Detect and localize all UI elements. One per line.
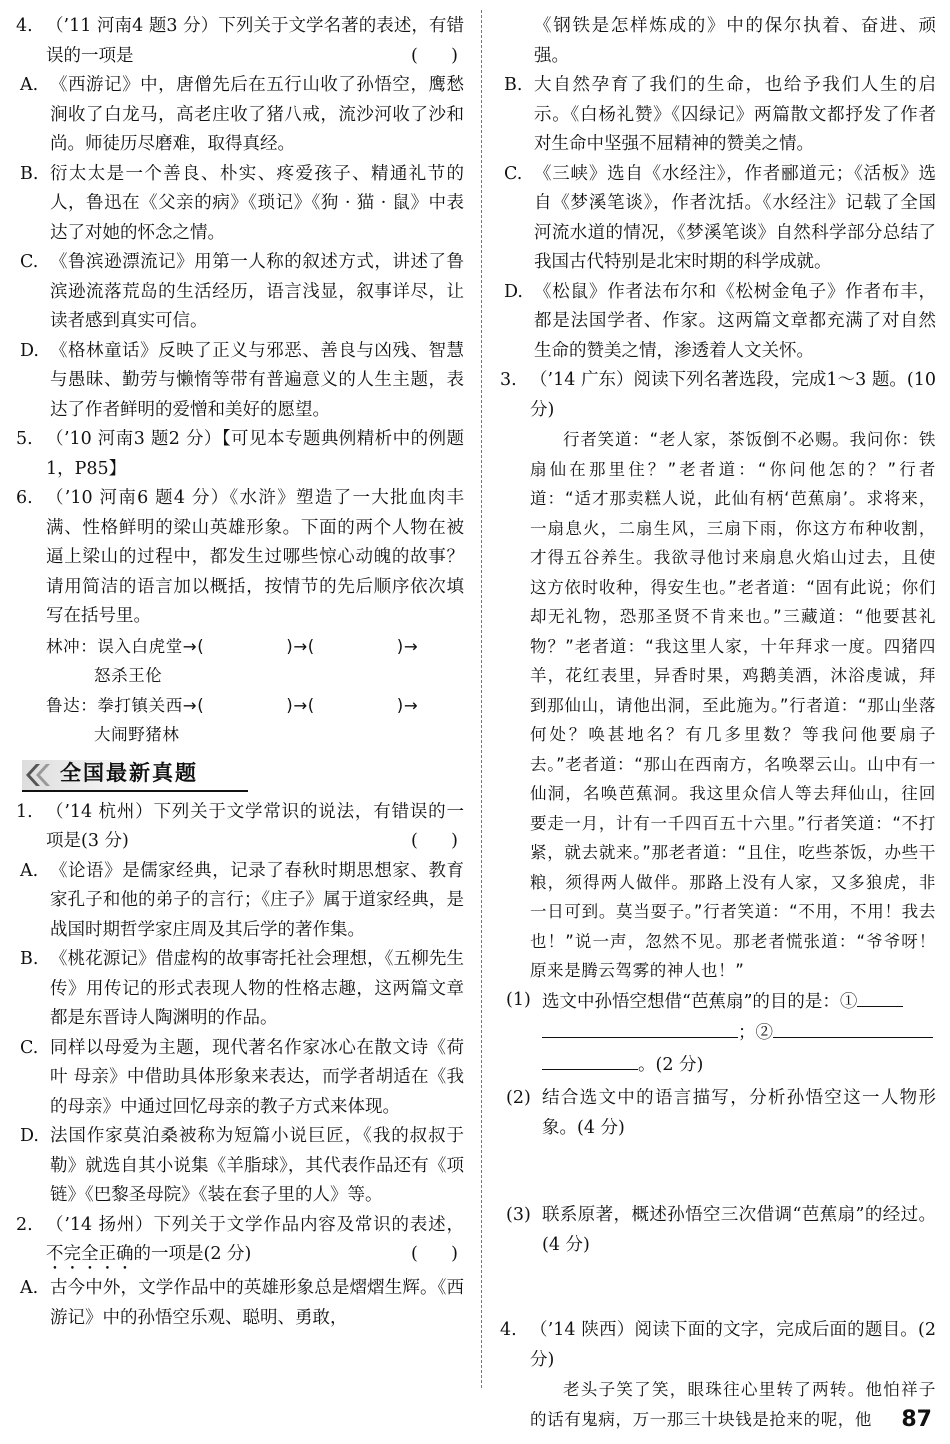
question-n2 (16, 1211, 464, 1275)
option-text: 《西游记》中，唐僧先后在五行山收了孙悟空，鹰愁涧收了白龙马，高老庄收了猪八戒，流沙河收了沙和尚。师徒历尽磨难，取得真经。 (50, 75, 464, 154)
answer-paren[interactable]: ( ) (410, 831, 458, 851)
option-c (504, 160, 936, 278)
option-label: A. (20, 860, 39, 881)
sub-label: (1) (506, 989, 531, 1010)
blank-2[interactable] (315, 632, 397, 662)
subquestion-3 (506, 1201, 936, 1260)
right-column (500, 12, 936, 1434)
left-column (16, 12, 464, 1333)
answer-blank[interactable] (857, 986, 903, 1007)
option-d (20, 337, 464, 426)
answer-space[interactable] (500, 1260, 936, 1316)
plot-arrow: )→( (286, 695, 315, 715)
question-text: （’10 河南6 题4 分）《水浒》塑造了一大批血肉丰满、性格鲜明的梁山英雄形象。下面的两个人物在被逼上梁山的过程中，都发生过哪些惊心动魄的故事？请用简洁的语言加以概括，按情节的先后顺序依次填写在括号里。 (46, 488, 464, 626)
subquestion-1 (506, 986, 936, 1018)
emphasized-text: 不完全正确 (46, 1244, 134, 1264)
option-text: 同样以母爱为主题，现代著名作家冰心在散文诗《荷叶 母亲》中借助具体形象来表达，而学者胡适在《我的母亲》中通过回忆母亲的教子方式来体现。 (50, 1037, 464, 1117)
question-number: 4. (16, 16, 33, 36)
question-n1 (16, 798, 464, 857)
question-n3 (500, 366, 936, 425)
question-5 (16, 425, 464, 484)
option-a (20, 857, 464, 946)
sub-label: (3) (506, 1205, 531, 1225)
option-label: A. (20, 1278, 39, 1298)
sub-text: 联系原著，概述孙悟空三次借调“芭蕉扇”的经过。(4 分) (542, 1205, 936, 1255)
answer-blank[interactable] (773, 1017, 933, 1038)
option-text: 《论语》是儒家经典，记录了春秋时期思想家、教育家孔子和他的弟子的言行；《庄子》属于道家经典，是战国时期哲学家庄周及其后学的著作集。 (50, 860, 464, 940)
question-stem: （’14 广东）阅读下列名著选段，完成1～3 题。(10 分) (530, 370, 936, 420)
subquestion-1-end (506, 1049, 936, 1081)
sub-text: 结合选文中的语言描写，分析孙悟空这一人物形象。(4 分) (542, 1088, 936, 1138)
plot-arrow: )→( (286, 636, 315, 656)
option-d (20, 1122, 464, 1211)
plot-start: 误入白虎堂→( (97, 636, 205, 656)
option-label: C. (20, 1037, 39, 1058)
option-text: 古今中外，文学作品中的英雄形象总是熠熠生辉。《西游记》中的孙悟空乐观、聪明、勇敢， (50, 1278, 464, 1328)
subquestion-2 (506, 1084, 936, 1143)
option-label: C. (504, 163, 523, 184)
option-text: 法国作家莫泊桑被称为短篇小说巨匠，《我的叔叔于勒》就选自其小说集《羊脂球》，其代表作品还有《项链》《巴黎圣母院》《装在套子里的人》等。 (50, 1126, 464, 1205)
answer-blank[interactable] (542, 1017, 738, 1038)
option-label: B. (20, 163, 39, 184)
option-d (504, 278, 936, 367)
option-c (20, 1034, 464, 1123)
question-6 (16, 484, 464, 632)
option-label: A. (20, 75, 39, 95)
plot-end: 大闹野猪林 (94, 725, 180, 744)
question-text: （’10 河南3 题2 分）【可见本专题典例精析中的例题 1，P85】 (46, 429, 464, 479)
double-chevron-icon (24, 762, 52, 788)
option-a (20, 1274, 464, 1333)
question-4 (16, 12, 464, 71)
option-b (20, 945, 464, 1034)
score-note: 。(2 分) (638, 1054, 704, 1075)
option-a-continued (504, 12, 936, 71)
option-b (20, 160, 464, 249)
page-number: 87 (901, 1407, 932, 1432)
passage-paragraph: 老头子笑了笑，眼珠往心里转了两转。他怕祥子的话有鬼病，万一那三十块钱是抢来的呢，他 (530, 1380, 936, 1429)
plot-arrow: )→ (396, 636, 419, 656)
section-banner (16, 756, 464, 794)
blank-1[interactable] (204, 632, 286, 662)
reading-passage (500, 1375, 936, 1434)
fill-row-luda (16, 691, 464, 750)
blank-1[interactable] (204, 691, 286, 721)
answer-paren[interactable]: ( ) (410, 1244, 458, 1264)
question-number: 3. (500, 370, 517, 390)
answer-space[interactable] (500, 1143, 936, 1201)
answer-paren[interactable]: ( ) (410, 45, 458, 66)
sub-label: (2) (506, 1088, 531, 1108)
option-text: 衍太太是一个善良、朴实、疼爱孩子、精通礼节的人，鲁迅在《父亲的病》《琐记》《狗 · 猫 · 鼠》中表达了对她的怀念之情。 (50, 163, 464, 243)
option-label: B. (504, 75, 523, 95)
question-number: 6. (16, 488, 33, 508)
sub-text: 选文中孙悟空想借“芭蕉扇”的目的是：① (542, 991, 858, 1012)
fill-row-linchong (16, 632, 464, 691)
blank-2[interactable] (315, 691, 397, 721)
option-label: B. (20, 949, 39, 969)
question-number: 2. (16, 1214, 33, 1235)
option-c (20, 248, 464, 337)
option-text: 《松鼠》作者法布尔和《松树金龟子》作者布丰，都是法国学者、作家。这两篇文章都充满了对自然生命的赞美之情，渗透着人文关怀。 (534, 281, 936, 361)
column-divider (481, 10, 482, 1388)
option-text: 《三峡》选自《水经注》，作者郦道元；《活板》选自《梦溪笔谈》，作者沈括。《水经注》记载了全国河流水道的情况，《梦溪笔谈》自然科学部分总结了我国古代特别是北宋时期的科学成就。 (534, 163, 936, 272)
question-number: 1. (16, 801, 33, 822)
plot-start: 拳打镇关西→( (97, 695, 205, 715)
option-label: D. (20, 340, 39, 361)
option-text: 大自然孕育了我们的生命，也给予我们人生的启示。《白杨礼赞》《囚绿记》两篇散文都抒发了作者对生命中坚强不屈精神的赞美之情。 (534, 75, 936, 154)
option-a (20, 71, 464, 160)
option-text: 《钢铁是怎样炼成的》中的保尔执着、奋进、顽强。 (534, 16, 936, 66)
question-n4 (500, 1316, 936, 1375)
banner-title: 全国最新真题 (60, 760, 198, 785)
option-label: D. (20, 1126, 39, 1146)
question-stem: （’14 陕西）阅读下面的文字，完成后面的题目。(2 分) (530, 1320, 936, 1370)
character-name: 鲁达： (46, 695, 98, 715)
question-stem: （’11 河南4 题3 分）下列关于文学名著的表述，有错误的一项是 (46, 16, 464, 66)
answer-blank[interactable] (542, 1049, 638, 1070)
subquestion-1-blanks (506, 1017, 936, 1049)
question-stem: （’14 扬州）下列关于文学作品内容及常识的表述， (46, 1214, 464, 1235)
plot-arrow: )→ (396, 695, 419, 715)
question-stem-end: 的一项是(2 分) (133, 1244, 252, 1264)
reading-passage (500, 425, 936, 986)
option-label: D. (504, 281, 523, 302)
option-text: 《格林童话》反映了正义与邪恶、善良与凶残、智慧与愚昧、勤劳与懒惰等带有普遍意义的人生主题，表达了作者鲜明的爱憎和美好的愿望。 (50, 340, 464, 420)
option-label: C. (20, 252, 39, 272)
question-number: 4. (500, 1320, 517, 1340)
option-b (504, 71, 936, 160)
passage-paragraph: 行者笑道：“老人家，茶饭倒不必赐。我问你：铁扇仙在那里住？”老者道：“你问他怎的？”行者道：“适才那卖糕人说，此仙有柄‘芭蕉扇’。求将来，一扇息火，二扇生风，三扇下雨，你这方布种收割，才得五谷养生。我欲寻他讨来扇息火焰山过去，且使这方依时收种，得安生也。”老者道：“固有此说；你们却无礼物，恐那圣贤不肯来也。”三藏道：“他要甚礼物？”老者道：“我这里人家，十年拜求一度。四猪四羊，花红表里，异香时果，鸡鹅美酒，沐浴虔诚，拜到那仙山，请他出洞，至此施为。”行者道：“那山坐落何处？唤甚地名？有几多里数？等我问他要扇子去。”老者道：“那山在西南方，名唤翠云山。山中有一仙洞，名唤芭蕉洞。我这里众信人等去拜仙山，往回要走一月，计有一千四百五十六里。”行者笑道：“不打紧，就去就来。”那老者道：“且住，吃些茶饭，办些干粮，须得两人做伴。那路上没有人家，又多狼虎，非一日可到。莫当耍子。”行者笑道：“不用，不用！我去也！”说一声，忽然不见。那老者慌张道：“爷爷呀！原来是腾云驾雾的神人也！” (530, 430, 936, 980)
option-text: 《鲁滨逊漂流记》用第一人称的叙述方式，讲述了鲁滨逊流落荒岛的生活经历，语言浅显，叙事详尽，让读者感到真实可信。 (50, 252, 464, 331)
plot-end: 怒杀王伦 (94, 666, 163, 685)
question-number: 5. (16, 429, 33, 449)
blank-separator: ；② (738, 1023, 773, 1043)
question-stem: （’14 杭州）下列关于文学常识的说法，有错误的一项是(3 分) (46, 801, 464, 851)
option-text: 《桃花源记》借虚构的故事寄托社会理想，《五柳先生传》用传记的形式表现人物的性格志趣，这两篇文章都是东晋诗人陶渊明的作品。 (50, 949, 464, 1028)
character-name: 林冲： (46, 636, 98, 656)
